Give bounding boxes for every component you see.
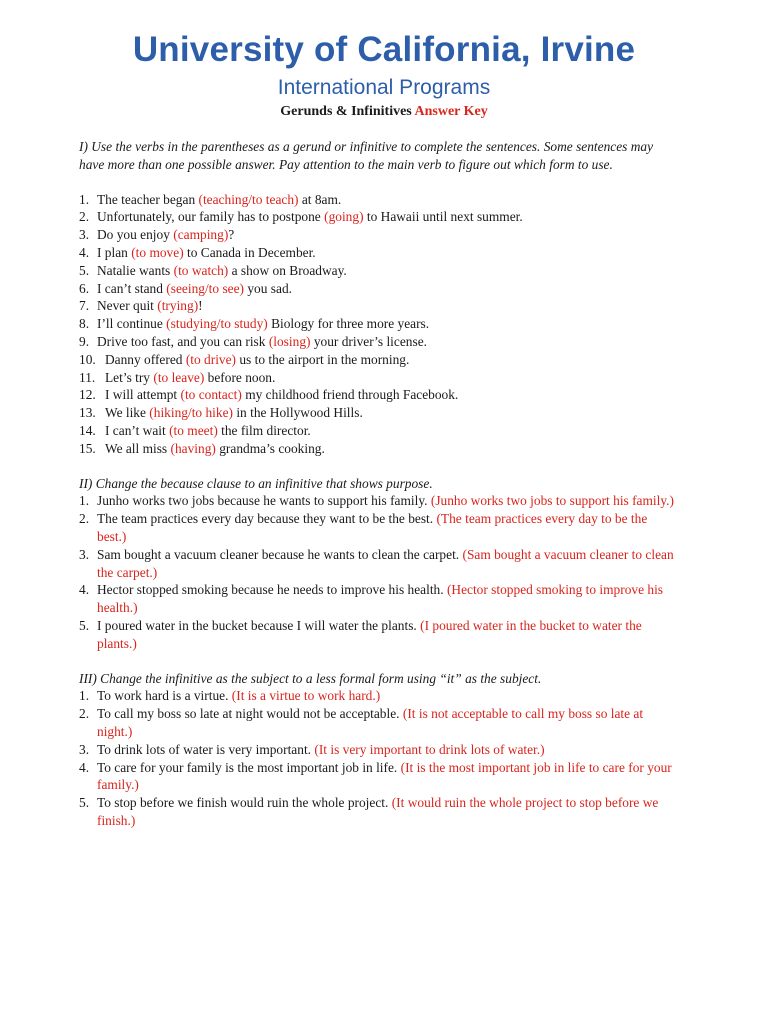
list-item xyxy=(79,741,679,759)
item-text-end: us to the airport in the morning. xyxy=(236,351,410,367)
item-number: 5. xyxy=(79,262,90,278)
item-number: 5. xyxy=(79,795,90,811)
spacer xyxy=(79,653,679,670)
list-item xyxy=(79,226,679,244)
item-answer: (seeing/to see) xyxy=(166,280,245,296)
item-answer: (studying/to study) xyxy=(166,316,268,332)
item-number: 2. xyxy=(79,209,90,225)
item-number: 5. xyxy=(79,617,90,633)
item-sentence: The team practices every day because they want to be the best. xyxy=(97,511,437,527)
item-sentence: To drink lots of water is very important. xyxy=(97,741,315,757)
item-text-end: at 8am. xyxy=(298,191,342,207)
item-answer: (It would ruin the whole project to stop before we finish.) xyxy=(97,795,659,828)
item-text: The teacher began xyxy=(97,191,199,207)
item-answer: (trying) xyxy=(157,298,199,314)
item-number: 1. xyxy=(79,191,90,207)
item-answer: (to meet) xyxy=(169,422,218,438)
item-text: I can’t wait xyxy=(105,422,170,438)
item-sentence: To stop before we finish would ruin the whole project. xyxy=(97,795,392,811)
item-number: 15. xyxy=(79,440,96,456)
item-sentence: Sam bought a vacuum cleaner because he wants to clean the carpet. xyxy=(97,546,463,562)
item-text-end: ? xyxy=(228,227,235,243)
list-item xyxy=(79,262,679,280)
list-item xyxy=(79,617,679,653)
item-sentence: Hector stopped smoking because he needs to improve his health. xyxy=(97,582,447,598)
program-name: International Programs xyxy=(277,76,491,99)
item-text-end: before noon. xyxy=(204,369,276,385)
list-item xyxy=(79,280,679,298)
list-item xyxy=(79,581,679,617)
section2-list xyxy=(79,492,679,652)
list-item xyxy=(79,492,679,510)
item-text: Danny offered xyxy=(105,351,186,367)
item-number: 6. xyxy=(79,280,90,296)
item-number: 4. xyxy=(79,244,90,260)
item-number: 14. xyxy=(79,422,96,438)
item-number: 10. xyxy=(79,351,96,367)
item-number: 3. xyxy=(79,227,90,243)
item-text-end: a show on Broadway. xyxy=(228,262,347,278)
item-number: 2. xyxy=(79,511,90,527)
list-item xyxy=(79,510,679,546)
item-sentence: To call my boss so late at night would not be acceptable. xyxy=(97,706,403,722)
item-text-end: to Hawaii until next summer. xyxy=(363,209,523,225)
item-text: Drive too fast, and you can risk xyxy=(97,333,269,349)
item-number: 4. xyxy=(79,582,90,598)
list-item xyxy=(79,244,679,262)
item-answer: (Junho works two jobs to support his family.) xyxy=(430,493,674,509)
item-number: 1. xyxy=(79,493,90,509)
item-text-end: grandma’s cooking. xyxy=(215,440,325,456)
item-number: 7. xyxy=(79,298,90,314)
item-text-end: you sad. xyxy=(244,280,292,296)
item-answer: (It is the most important job in life to care for your family.) xyxy=(97,759,672,793)
item-answer: (I poured water in the bucket to water the plants.) xyxy=(97,617,642,651)
item-answer: (to watch) xyxy=(173,262,229,278)
item-answer: (going) xyxy=(324,209,364,225)
title-answer-key: Answer Key xyxy=(414,104,488,119)
item-answer: (camping) xyxy=(173,227,229,243)
list-item xyxy=(79,546,679,582)
item-answer: (It is not acceptable to call my boss so late at night.) xyxy=(97,706,644,739)
list-item xyxy=(79,794,679,830)
section2-instructions: II) Change the because clause to an infinitive that shows purpose. xyxy=(79,475,433,491)
list-item xyxy=(79,333,679,351)
list-item xyxy=(79,404,679,422)
item-number: 4. xyxy=(79,759,90,775)
item-text: Unfortunately, our family has to postpone xyxy=(97,209,325,225)
item-number: 11. xyxy=(79,369,96,385)
item-number: 12. xyxy=(79,387,96,403)
item-answer: (to leave) xyxy=(153,369,205,385)
item-number: 13. xyxy=(79,405,96,421)
item-answer: (Hector stopped smoking to improve his health.) xyxy=(97,582,664,616)
item-text-end: your driver’s license. xyxy=(310,333,427,349)
section3-instructions: III) Change the infinitive as the subject to a less formal form using “it” as the subject. xyxy=(79,670,542,686)
list-item xyxy=(79,208,679,226)
item-text: I’ll continue xyxy=(97,316,167,332)
item-number: 3. xyxy=(79,741,90,757)
item-text: Natalie wants xyxy=(97,262,174,278)
item-text-end: the film director. xyxy=(217,422,311,438)
list-item xyxy=(79,351,679,369)
item-text: We like xyxy=(105,405,150,421)
list-item xyxy=(79,191,679,209)
item-answer: (teaching/to teach) xyxy=(198,191,299,207)
list-item xyxy=(79,687,679,705)
item-answer: (hiking/to hike) xyxy=(149,405,233,421)
item-answer: (to drive) xyxy=(185,351,237,367)
title-text: Gerunds & Infinitives xyxy=(280,104,412,119)
item-number: 3. xyxy=(79,546,90,562)
item-text: Let’s try xyxy=(105,369,154,385)
list-item xyxy=(79,386,679,404)
item-text: I can’t stand xyxy=(97,280,167,296)
item-answer: (to contact) xyxy=(180,387,242,403)
item-answer: (Sam bought a vacuum cleaner to clean the carpet.) xyxy=(97,546,674,580)
item-text-end: ! xyxy=(198,298,203,314)
item-text: Never quit xyxy=(97,298,158,314)
section1-list xyxy=(79,191,679,458)
item-number: 8. xyxy=(79,316,90,332)
item-answer: (to move) xyxy=(131,244,184,260)
item-number: 2. xyxy=(79,706,90,722)
item-answer: (It is a virtue to work hard.) xyxy=(231,688,381,704)
item-text-end: Biology for three more years. xyxy=(267,316,430,332)
item-text-end: in the Hollywood Hills. xyxy=(232,405,363,421)
document-title xyxy=(0,103,768,121)
item-text: We all miss xyxy=(105,440,171,456)
item-sentence: To care for your family is the most important job in life. xyxy=(97,759,401,775)
list-item xyxy=(79,297,679,315)
item-number: 1. xyxy=(79,688,90,704)
item-number: 9. xyxy=(79,333,90,349)
list-item xyxy=(79,759,679,795)
item-text: Do you enjoy xyxy=(97,227,174,243)
list-item xyxy=(79,369,679,387)
spacer xyxy=(79,458,679,475)
item-text-end: my childhood friend through Facebook. xyxy=(241,387,459,403)
section1-instructions: I) Use the verbs in the parentheses as a gerund or infinitive to complete the sentences. Some sentences may have more than one possible answer. Pay attention to the main verb to figure out which form to use. xyxy=(79,139,654,172)
item-text-end: to Canada in December. xyxy=(183,244,316,260)
item-answer: (having) xyxy=(170,440,216,456)
item-answer: (The team practices every day to be the best.) xyxy=(97,511,648,544)
document-body xyxy=(79,138,679,830)
list-item xyxy=(79,422,679,440)
item-text: I will attempt xyxy=(105,387,181,403)
item-text: I plan xyxy=(97,244,132,260)
item-sentence: Junho works two jobs because he wants to support his family. xyxy=(97,493,431,509)
item-sentence: I poured water in the bucket because I will water the plants. xyxy=(97,617,421,633)
section3-list xyxy=(79,687,679,829)
item-sentence: To work hard is a virtue. xyxy=(97,688,232,704)
item-answer: (It is very important to drink lots of water.) xyxy=(314,741,545,757)
item-answer: (losing) xyxy=(268,333,311,349)
list-item xyxy=(79,440,679,458)
list-item xyxy=(79,705,679,741)
university-name: University of California, Irvine xyxy=(132,30,636,69)
list-item xyxy=(79,315,679,333)
